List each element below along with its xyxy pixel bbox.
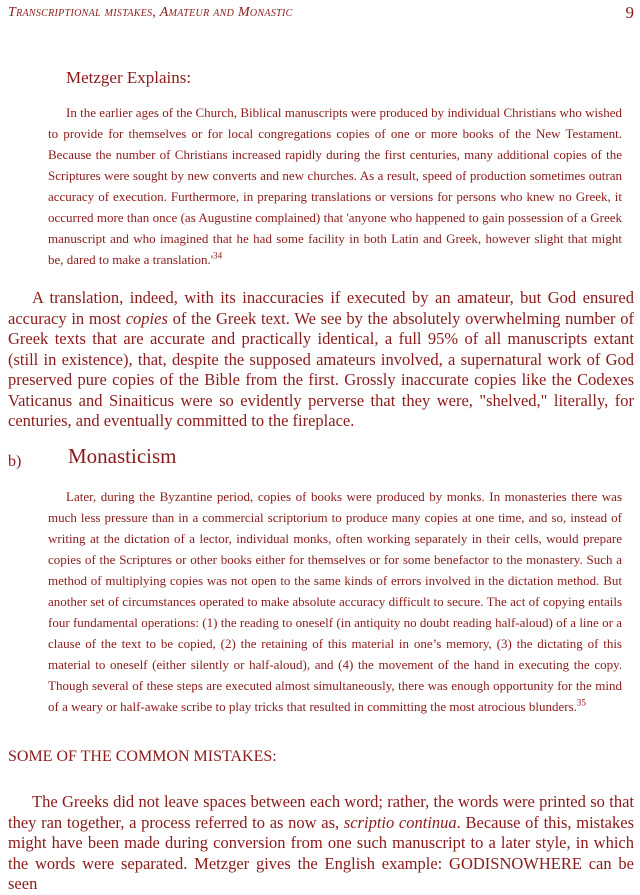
metzger-heading: Metzger Explains: bbox=[66, 68, 192, 87]
paragraph-text: The Greeks did not leave spaces between each word; rather, the words were printed so that they ran together, a process referred to as now as, bbox=[8, 792, 634, 832]
running-head-title: Transcriptional mistakes, Amateur and Monastic bbox=[8, 5, 293, 20]
italic-term: copies bbox=[125, 308, 168, 328]
block-quote-metzger-1 bbox=[48, 102, 622, 270]
paragraph-text: . Because of this, mistakes might have been made during conversion from one such manuscript to a later style, in which the words were separated. Metzger gives the English example: GODISNOWHERE can be seen bbox=[8, 812, 634, 893]
running-head bbox=[8, 5, 634, 23]
footnote-ref[interactable]: 35 bbox=[576, 697, 586, 708]
quote-text: Later, during the Byzantine period, copies of books were produced by monks. In monasteries there was much less pressure than in a commercial scriptorium to produce many copies at one time, and so, instead of writing at the dictation of a lector, individual monks, often working separately in their cells, would prepare copies of the Scriptures or other books either for themselves or for some benefactor to the monastery. Such a method of multiplying copies was not open to the same kinds of errors involved in the dictation method. But another set of circumstances operated to make absolute accuracy difficult to secure. The act of copying entails four fundamental operations: (1) the reading to oneself (in antiquity no doubt reading half-aloud) of a line or a clause of the text to be copied, (2) the retaining of this material in one’s memory, (3) the dictating of this material to oneself (either silently or half-aloud), and (4) the movement of the hand in executing the copy. Though several of these steps are executed almost simultaneously, there was enough opportunity for the mind of a weary or half-awake scribe to play tricks that resulted in committing the most atrocious blunders. bbox=[48, 489, 622, 714]
paragraph-text: of the Greek text. We see by the absolutely overwhelming number of Greek texts that are accurate and practically identical, a full 95% of all manuscripts extant (still in existence), that, despite the supposed amateurs involved, a supernatural work of God preserved pure copies of the Bible from the first. Grossly inaccurate copies like the Codexes Vaticanus and Sinaiticus were so evidently perverse that they were, "shelved," literally, for centuries, and eventually committed to the fireplace. bbox=[8, 308, 634, 430]
block-quote-metzger-2 bbox=[48, 486, 622, 717]
common-mistakes-heading: SOME OF THE COMMON MISTAKES: bbox=[8, 748, 277, 765]
section-title: Monasticism bbox=[68, 444, 177, 468]
section-letter: b) bbox=[8, 453, 22, 470]
italic-term: scriptio continua bbox=[343, 812, 457, 832]
quote-text: In the earlier ages of the Church, Biblical manuscripts were produced by individual Christians who wished to provide for themselves or for local congregations copies of one or more books of the New Testament. Because the number of Christians increased rapidly during the first centuries, many additional copies of the Scriptures were sought by new converts and new churches. As a result, speed of production sometimes outran accuracy of execution. Furthermore, in preparing translations or versions for persons who knew no Greek, it occurred more than once (as Augustine complained) that 'anyone who happened to gain possession of a Greek manuscript and who imagined that he had some facility in both Latin and Greek, however slight that might be, dared to make a translation.' bbox=[48, 105, 622, 267]
page-number: 9 bbox=[625, 3, 634, 22]
body-paragraph-1 bbox=[8, 288, 634, 432]
paragraph-text: A translation, indeed, with its inaccuracies if executed by an amateur, but God ensured accuracy in most bbox=[8, 288, 634, 328]
body-paragraph-2 bbox=[8, 792, 634, 895]
footnote-ref[interactable]: 34 bbox=[213, 250, 223, 261]
